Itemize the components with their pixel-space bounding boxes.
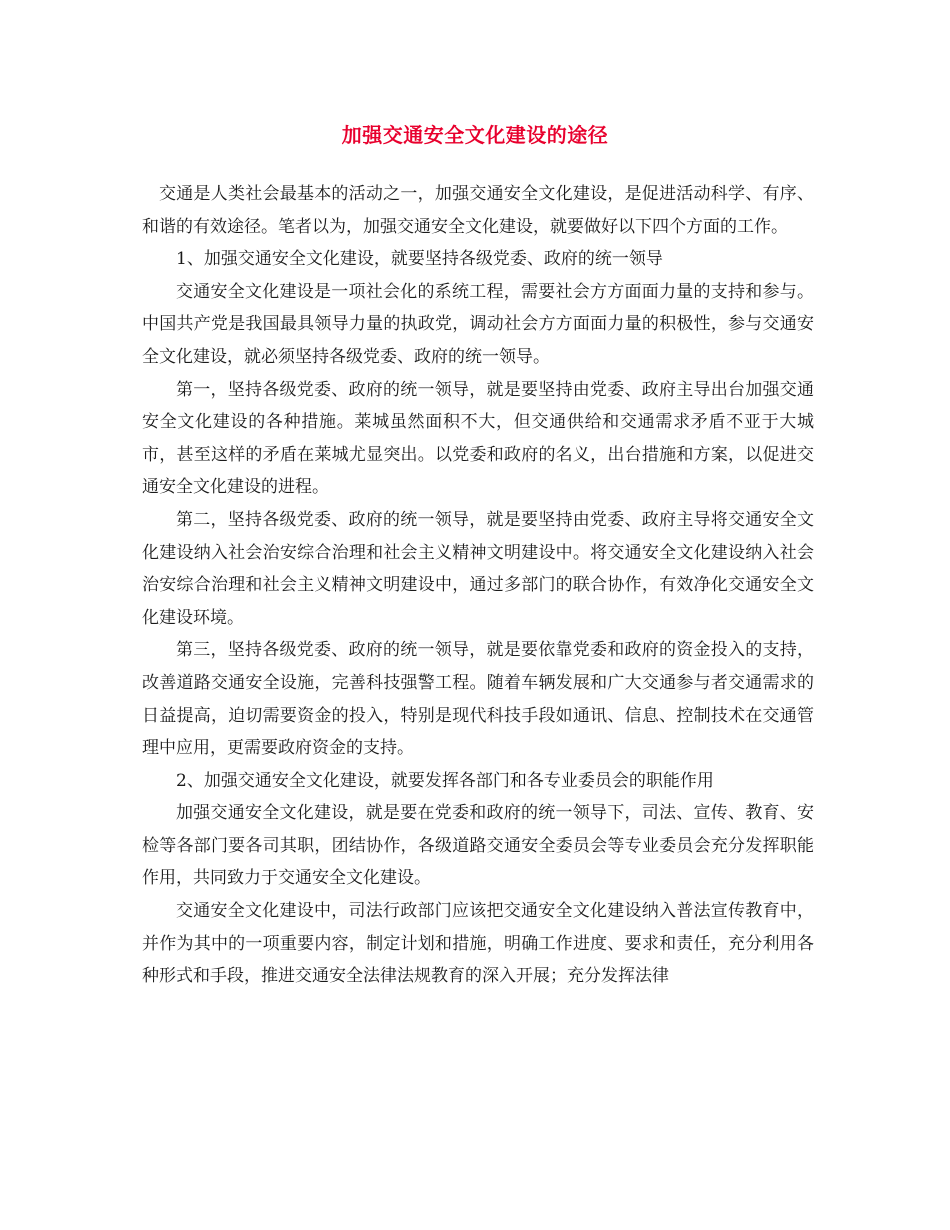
paragraph: 交通安全文化建设中，司法行政部门应该把交通安全文化建设纳入普法宣传教育中，并作为其中的一项重要内容，制定计划和措施，明确工作进度、要求和责任，充分利用各种形式和手段，推进交通安全法律法规教育的深入开展；充分发挥法律	[142, 901, 814, 987]
paragraph: 交通安全文化建设是一项社会化的系统工程，需要社会方方面面力量的支持和参与。中国共产党是我国最具领导力量的执政党，调动社会方方面面力量的积极性，参与交通安全文化建设，就必须坚持各级党委、政府的统一领导。	[142, 281, 814, 367]
paragraph: 加强交通安全文化建设，就是要在党委和政府的统一领导下，司法、宣传、教育、安检等各部门要各司其职，团结协作，各级道路交通安全委员会等专业委员会充分发挥职能作用，共同致力于交通安全文化建设。	[142, 803, 814, 889]
document-body	[142, 178, 814, 993]
paragraph: 第一，坚持各级党委、政府的统一领导，就是要坚持由党委、政府主导出台加强交通安全文化建设的各种措施。莱城虽然面积不大，但交通供给和交通需求矛盾不亚于大城市，甚至这样的矛盾在莱城尤显突出。以党委和政府的名义，出台措施和方案，以促进交通安全文化建设的进程。	[142, 379, 814, 498]
section-heading-1: 1、加强交通安全文化建设，就要坚持各级党委、政府的统一领导	[176, 249, 663, 270]
paragraph: 第二，坚持各级党委、政府的统一领导，就是要坚持由党委、政府主导将交通安全文化建设纳入社会治安综合治理和社会主义精神文明建设中。将交通安全文化建设纳入社会治安综合治理和社会主义精神文明建设中，通过多部门的联合协作，有效净化交通安全文化建设环境。	[142, 509, 814, 628]
paragraph: 第三，坚持各级党委、政府的统一领导，就是要依靠党委和政府的资金投入的支持，改善道路交通安全设施，完善科技强警工程。随着车辆发展和广大交通参与者交通需求的日益提高，迫切需要资金的投入，特别是现代科技手段如通讯、信息、控制技术在交通管理中应用，更需要政府资金的支持。	[142, 640, 814, 759]
section-heading-2: 2、加强交通安全文化建设，就要发挥各部门和各专业委员会的职能作用	[176, 770, 714, 791]
document-title: 加强交通安全文化建设的途径	[341, 123, 609, 147]
paragraph-intro: 交通是人类社会最基本的活动之一，加强交通安全文化建设，是促进活动科学、有序、和谐的有效途径。笔者以为，加强交通安全文化建设，就要做好以下四个方面的工作。	[142, 184, 814, 237]
